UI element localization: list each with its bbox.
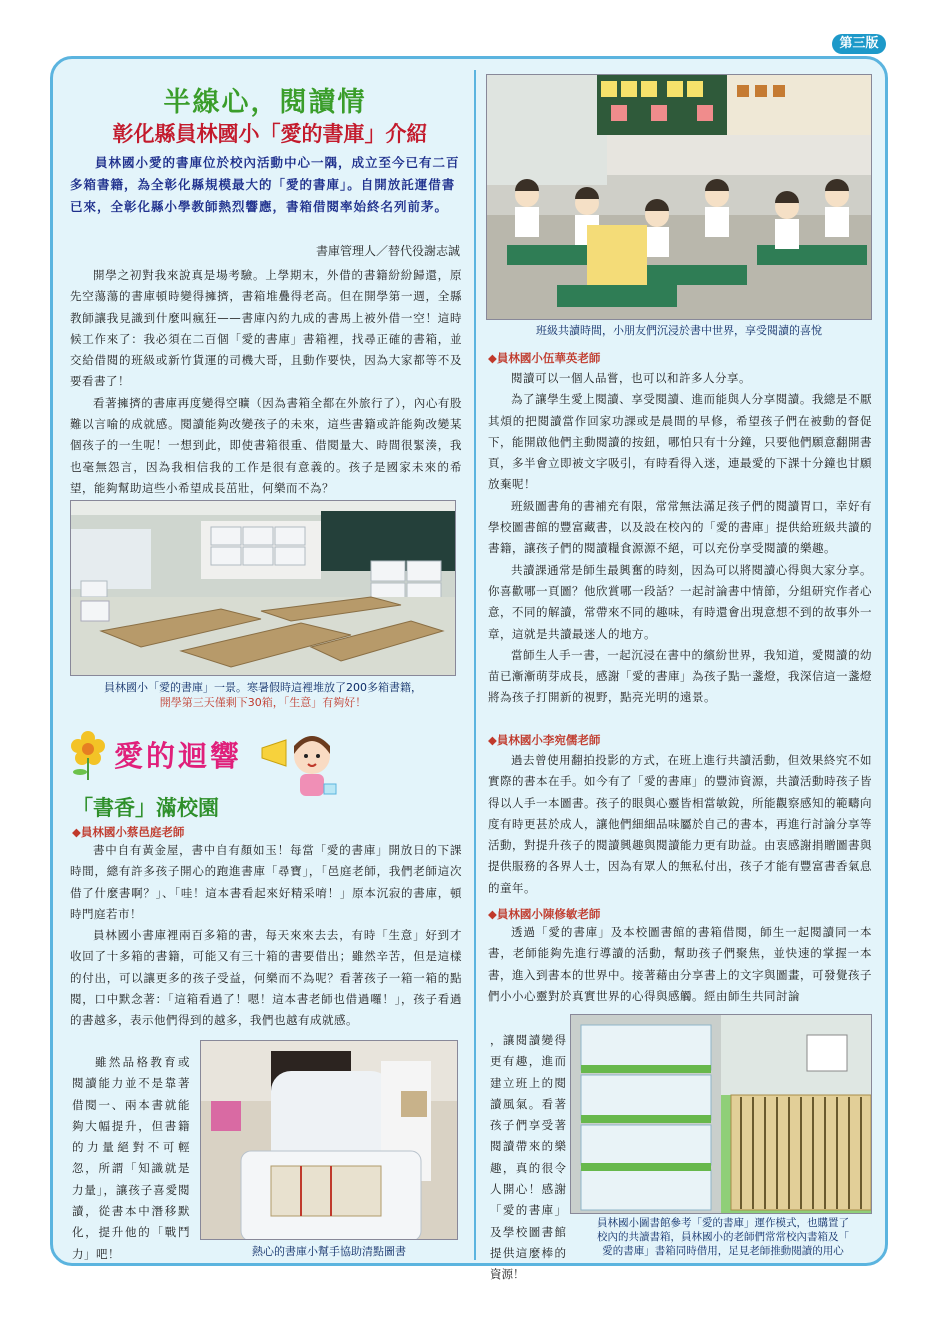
paragraph: ，讓閱讀變得更有趣，進而建立班上的閱讀風氣。看著孩子們享受著閱讀帶來的樂趣，真的很令人開心！感謝「愛的書庫」及學校圖書館提供這麼棒的資源！: [490, 1033, 566, 1282]
classroom-photo: [486, 74, 872, 320]
flower-icon: [66, 728, 110, 786]
teacher-heading: ◆員林國小蔡邑庭老師: [72, 825, 185, 839]
storage-photo-caption: [70, 680, 456, 710]
paragraph: 透過「愛的書庫」及本校圖書館的書箱借閱，師生一起閱讀同一本書，老師能夠先進行導讀的活動，幫助孩子們聚焦，並快速的掌握一本書，進入到書本的世界中。接著藉由分享書上的文字與圖畫，可發覺孩子們小小心靈對於真實世界的心得與感觸。經由師生共同討論: [488, 925, 872, 1003]
paragraph: 開學之初對我來說真是場考驗。上學期末，外借的書籍紛紛歸還，原先空蕩蕩的書庫頓時變得擁擠，書箱堆疊得老高。但在開學第一週，全縣教師讓我見識到什麼叫瘋狂——書庫內約九成的書馬上被外借一空！這時候工作來了：我必須在二百個「愛的書庫」書箱裡，找尋正確的書箱，並交給借閱的班級或新竹貨運的司機大哥，且動作要快，因為大家都等不及要看書了！: [70, 268, 462, 389]
girl-with-megaphone-icon: [260, 726, 350, 810]
chen-article: [488, 922, 872, 1007]
caption-line: 開學第三天僅剩下30箱，「生意」有夠好！: [159, 696, 367, 709]
paragraph: 班級圖書角的書補充有限，常常無法滿足孩子們的閱讀胃口，幸好有學校圖書館的豐富藏書，以及設在校內的「愛的書庫」提供給班級共讀的書籍，讓孩子們的閱讀糧食源源不絕，可以充份享受閱讀的樂趣。: [488, 498, 872, 556]
intro-paragraph: 員林國小愛的書庫位於校內活動中心一隅，成立至今已有二百多箱書籍，為全彰化縣規模最大的「愛的書庫」。自開放託運借書已來，全彰化縣小學教師熱烈響應，書箱借閱率始終名列前茅。: [70, 155, 460, 214]
shelves-photo-caption: [570, 1216, 876, 1258]
li-article: [488, 750, 872, 899]
paragraph: 員林國小書庫裡兩百多箱的書，每天來來去去，有時「生意」好到才收回了十多箱的書籍，可能又有三十箱的書要借出；雖然辛苦，但是這樣的付出，可以讓更多的孩子受益，何樂而不為呢？看著孩子一箱一箱的點閱，口中默念著：「這箱看過了！嗯！這本書老師也借過囉！」，孩子看過的書越多，表示他們得到的越多，我們也越有成就感。: [70, 928, 462, 1028]
paragraph: 看著擁擠的書庫再度變得空曠（因為書箱全都在外旅行了），內心有股難以言喻的成就感。閱讀能夠改變孩子的未來，這些書籍或許能夠改變某個孩子的一生呢！一想到此，即使書箱很重、借閱量大、時間很緊湊，我也毫無怨言，因為我相信我的工作是很有意義的。孩子是國家未來的希望，能夠幫助這些小希望成長茁壯，何樂而不為？: [70, 395, 462, 495]
tsai-closing: [72, 1052, 190, 1265]
caption-line: 愛的書庫」書箱同時借用，足見老師推動閱讀的用心: [602, 1245, 844, 1257]
paragraph: 當師生人手一書，一起沉浸在書中的繽紛世界，我知道，愛閱讀的幼苗已漸漸萌芽成長，感謝「愛的書庫」為孩子點一盞燈，我深信這一盞燈將為孩子打開新的視野，點亮光明的遠景。: [488, 647, 872, 705]
caption-line: 校內的共讀書箱，員林國小的老師們常常校內書箱及「: [597, 1231, 849, 1243]
column-divider: [474, 70, 476, 1260]
classroom-photo-caption: 班級共讀時間，小朋友們沉浸於書中世界，享受閱讀的喜悅: [536, 324, 822, 337]
tsai-article: [70, 840, 462, 1032]
byline: 書庫管理人／替代役謝志誠: [315, 244, 460, 258]
paragraph: 為了讓學生愛上閱讀、享受閱讀、進而能與人分享閱讀。我總是不厭其煩的把閱讀當作回家功課或是晨間的早修，希望孩子們在被動的督促下，能開啟他們主動閱讀的按鈕，哪怕只有十分鐘，只要他們願意翻開書頁，多半會立即被文字吸引，有時看得入迷，連最愛的下課十分鐘也甘願放棄呢！: [488, 392, 872, 492]
teacher-heading: ◆員林國小李宛儒老師: [488, 733, 601, 747]
paragraph: 書中自有黃金屋，書中自有顏如玉！每當「愛的書庫」開放日的下課時間，總有許多孩子開心的跑進書庫「尋寶」，「邑庭老師，我們老師這次借了什麼書啊？」、「哇！這本書看起來好精采唷！」原本沉寂的書庫，頓時門庭若市！: [70, 843, 462, 921]
echo-section-subtitle: 「書香」滿校園: [72, 795, 219, 820]
headline: 半線心，閱讀情: [163, 87, 367, 118]
chen-closing: [490, 1030, 566, 1286]
teacher-heading: ◆員林國小陳修敏老師: [488, 907, 601, 921]
subheadline: 彰化縣員林國小「愛的書庫」介紹: [112, 121, 428, 146]
paragraph: 共讀課通常是師生最興奮的時刻，因為可以將閱讀心得與大家分享。你喜歡哪一頁圖？他欣賞哪一段話？一起討論書中情節，分組研究作者心意，不同的解讀，常帶來不同的趣味，有時還會出現意想不到的故事外一章，這就是共讀最迷人的地方。: [488, 562, 872, 641]
paragraph: 閱讀可以一個人品嘗，也可以和許多人分享。: [511, 371, 751, 385]
paragraph: 雖然品格教育或閱讀能力並不是靠著借閱一、兩本書就能夠大幅提升，但書籍的力量絕對不可輕忽，所謂「知識就是力量」，讓孩子喜愛閱讀，從書本中潛移默化，提升他的「戰鬥力」吧！: [72, 1055, 190, 1261]
caption-line: 員林國小圖書館參考「愛的書庫」運作模式，也購置了: [597, 1217, 849, 1229]
page-number-tag: 第三版: [832, 34, 886, 54]
storage-room-photo: [70, 500, 456, 676]
helper-photo: [200, 1040, 458, 1240]
paragraph: 過去曾使用翻拍投影的方式，在班上進行共讀活動，但效果終究不如實際的書本在手。如今有了「愛的書庫」的豐沛資源，共讀活動時孩子皆得以人手一本圖書。孩子的眼與心靈皆相當敏銳，所能觀察感知的範疇向度有時更甚於成人，讓他們細細品味屬於自己的書本，再進行討論分享等活動，對提升孩子的閱讀興趣與閱讀能力更有助益。由衷感謝捐贈圖書與提供服務的各界人士，因為有眾人的無私付出，孩子才能有豐富書香氣息的童年。: [488, 753, 872, 895]
helper-photo-caption: 熱心的書庫小幫手協助清點圖書: [252, 1245, 406, 1258]
caption-line: 員林國小「愛的書庫」一景。寒暑假時這裡堆放了200多箱書籍，: [104, 681, 422, 694]
wu-article: [488, 368, 872, 709]
shelves-photo: [570, 1014, 872, 1214]
echo-section-title: 愛的迴響: [114, 739, 243, 773]
teacher-heading: ◆員林國小伍華英老師: [488, 351, 601, 365]
article-body: [70, 265, 462, 499]
